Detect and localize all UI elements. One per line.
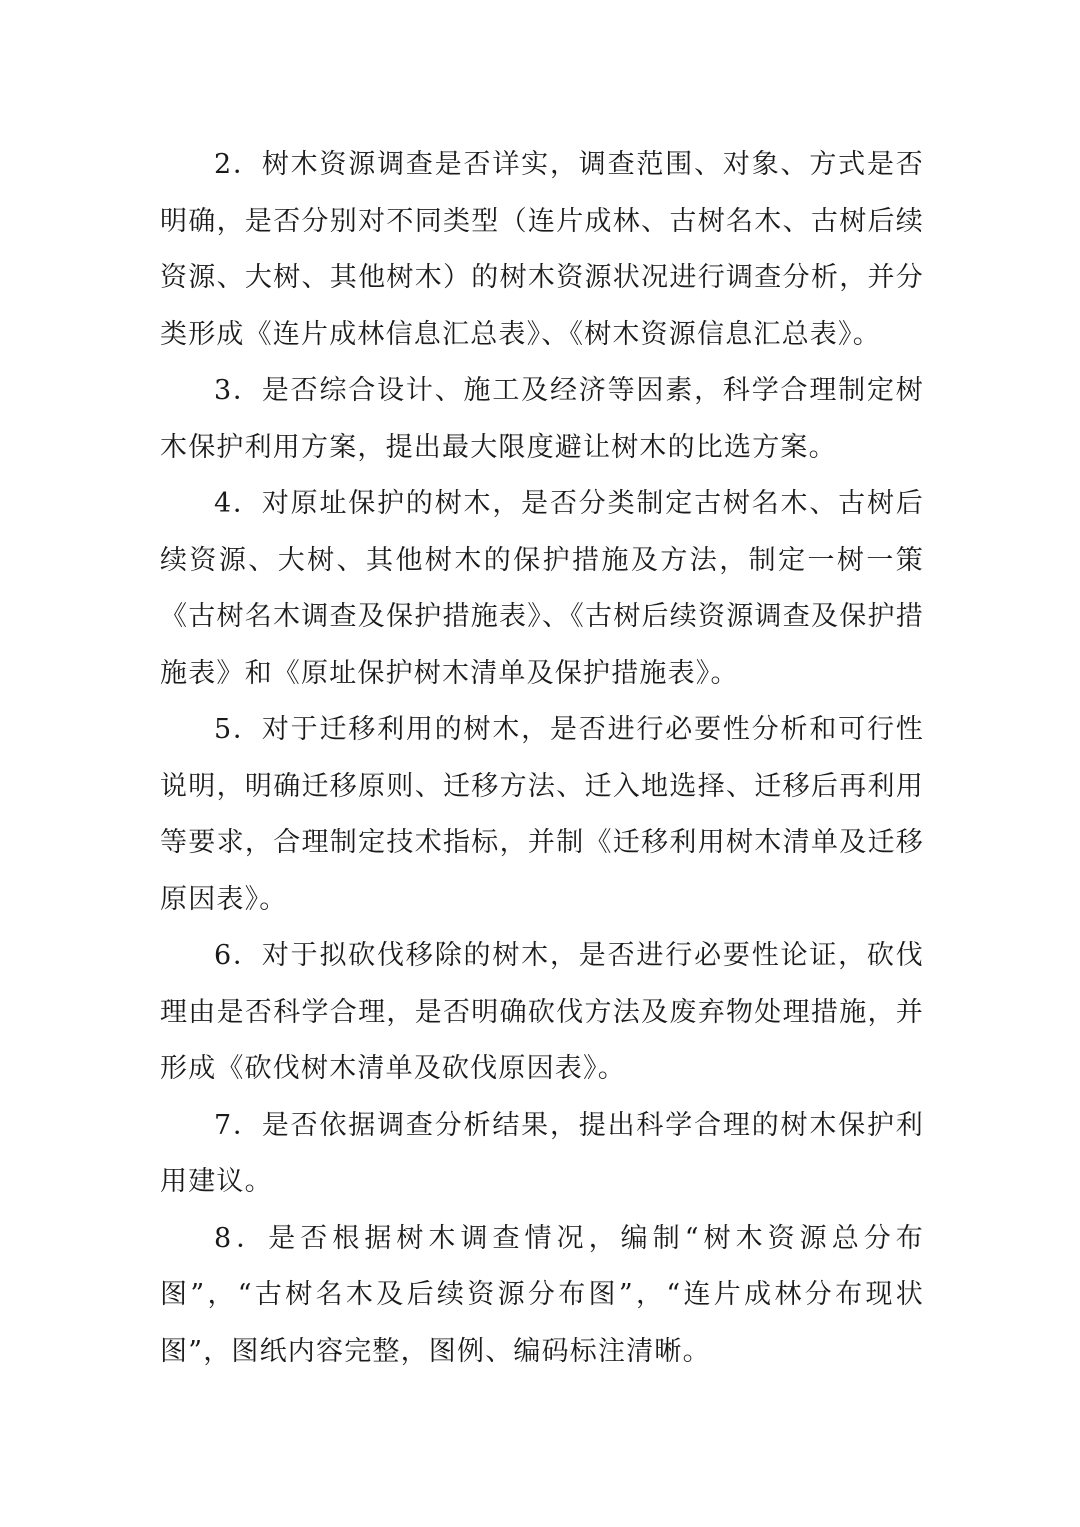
paragraph-item-8: 8．是否根据树木调查情况，编制“树木资源总分布图”，“古树名木及后续资源分布图”，“连片成林分布现状图”，图纸内容完整，图例、编码标注清晰。 xyxy=(160,1222,924,1367)
paragraph-item-5: 5．对于迁移利用的树木，是否进行必要性分析和可行性说明，明确迁移原则、迁移方法、迁入地选择、迁移后再利用等要求，合理制定技术指标，并制《迁移利用树木清单及迁移原因表》。 xyxy=(160,714,924,915)
paragraph-item-6: 6．对于拟砍伐移除的树木，是否进行必要性论证，砍伐理由是否科学合理，是否明确砍伐方法及废弃物处理措施，并形成《砍伐树木清单及砍伐原因表》。 xyxy=(160,940,924,1084)
paragraph-item-4: 4．对原址保护的树木，是否分类制定古树名木、古树后续资源、大树、其他树木的保护措施及方法，制定一树一策《古树名木调查及保护措施表》、《古树后续资源调查及保护措施表》和《原址保护树木清单及保护措施表》。 xyxy=(160,488,924,689)
document-body xyxy=(160,137,924,1380)
paragraph-item-2: 2．树木资源调查是否详实，调查范围、对象、方式是否明确，是否分别对不同类型（连片成林、古树名木、古树后续资源、大树、其他树木）的树木资源状况进行调查分析，并分类形成《连片成林信息汇总表》、《树木资源信息汇总表》。 xyxy=(160,149,924,350)
paragraph-item-7: 7．是否依据调查分析结果，提出科学合理的树木保护利用建议。 xyxy=(160,1109,924,1197)
paragraph-item-3: 3．是否综合设计、施工及经济等因素，科学合理制定树木保护利用方案，提出最大限度避让树木的比选方案。 xyxy=(160,375,924,463)
